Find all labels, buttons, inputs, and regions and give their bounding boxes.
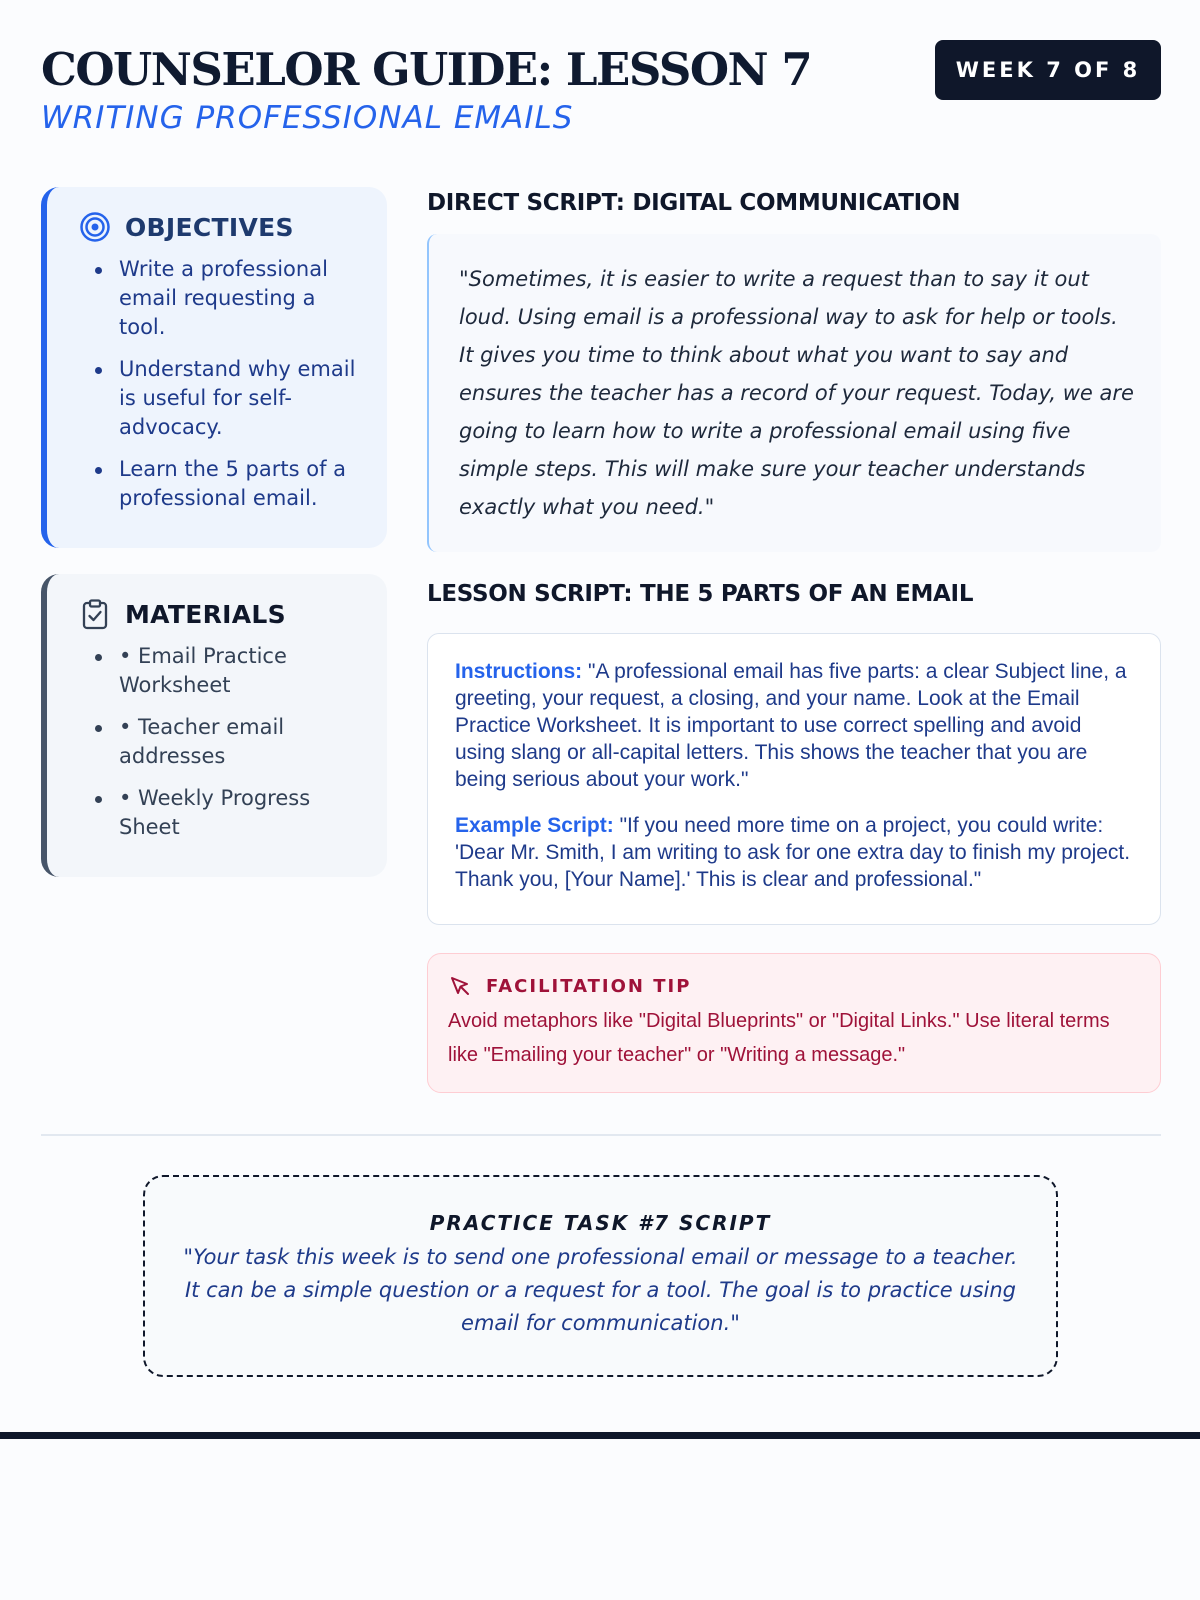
section-divider bbox=[41, 1134, 1161, 1136]
materials-list bbox=[47, 630, 387, 842]
materials-title: MATERIALS bbox=[125, 599, 286, 629]
practice-task-text: "Your task this week is to send one professional email or message to a teacher. It can be a simple question or a request for a tool. The goal is to practice using email for communication." bbox=[183, 1245, 1018, 1335]
page-title: COUNSELOR GUIDE: LESSON 7 bbox=[41, 43, 812, 96]
list-item: Understand why email is useful for self-advocacy. bbox=[95, 355, 367, 442]
instructions-label: Instructions: bbox=[455, 660, 583, 683]
clipboard-check-icon bbox=[79, 598, 111, 630]
page-header bbox=[41, 40, 1161, 150]
materials-card bbox=[41, 574, 387, 877]
example-label: Example Script: bbox=[455, 814, 614, 837]
direct-script-quote-box bbox=[427, 234, 1161, 552]
practice-task-title: PRACTICE TASK #7 SCRIPT bbox=[429, 1211, 772, 1235]
target-icon bbox=[79, 211, 111, 243]
lesson-script-heading: LESSON SCRIPT: THE 5 PARTS OF AN EMAIL bbox=[427, 581, 974, 607]
cursor-click-icon bbox=[448, 974, 472, 998]
instructions-paragraph bbox=[455, 658, 1134, 793]
instructions-text: "A professional email has five parts: a clear Subject line, a greeting, your request, a closing, and your name. Look at the Email Practice Worksheet. It is important to use correct spelling and avoid using slang or all-capital letters. This shows the teacher that you are being serious about your work." bbox=[455, 660, 1127, 791]
list-item: Learn the 5 parts of a professional email. bbox=[95, 455, 367, 513]
practice-task-box bbox=[143, 1175, 1058, 1377]
list-item: • Email Practice Worksheet bbox=[95, 642, 367, 700]
objectives-header bbox=[47, 187, 387, 243]
lesson-script-box bbox=[427, 633, 1161, 925]
objectives-card bbox=[41, 187, 387, 548]
tip-text: Avoid metaphors like "Digital Blueprints" or "Digital Links." Use literal terms like "Emailing your teacher" or "Writing a message." bbox=[448, 1010, 1110, 1066]
page-subtitle: WRITING PROFESSIONAL EMAILS bbox=[41, 100, 574, 136]
direct-script-heading: DIRECT SCRIPT: DIGITAL COMMUNICATION bbox=[427, 190, 961, 216]
list-item: • Teacher email addresses bbox=[95, 713, 367, 771]
objectives-title: OBJECTIVES bbox=[125, 212, 294, 242]
direct-script-quote: "Sometimes, it is easier to write a request than to say it out loud. Using email is a professional way to ask for help or tools. It gives you time to think about what you want to say and ensures the teacher has a record of your request. Today, we are going to learn how to write a professional email using five simple steps. This will make sure your teacher understands exactly what you need." bbox=[459, 267, 1134, 519]
list-item: • Weekly Progress Sheet bbox=[95, 784, 367, 842]
week-badge: WEEK 7 OF 8 bbox=[935, 40, 1161, 100]
objectives-list bbox=[47, 243, 387, 513]
example-paragraph bbox=[455, 812, 1134, 893]
tip-header bbox=[448, 974, 1140, 998]
materials-header bbox=[47, 574, 387, 630]
footer-bar bbox=[0, 1432, 1200, 1439]
example-text: "If you need more time on a project, you could write: 'Dear Mr. Smith, I am writing to ask for one extra day to finish my project. Thank you, [Your Name].' This is clear and professional." bbox=[455, 814, 1131, 891]
facilitation-tip-box bbox=[427, 953, 1161, 1093]
list-item: Write a professional email requesting a tool. bbox=[95, 255, 367, 342]
tip-title: FACILITATION TIP bbox=[486, 975, 692, 997]
